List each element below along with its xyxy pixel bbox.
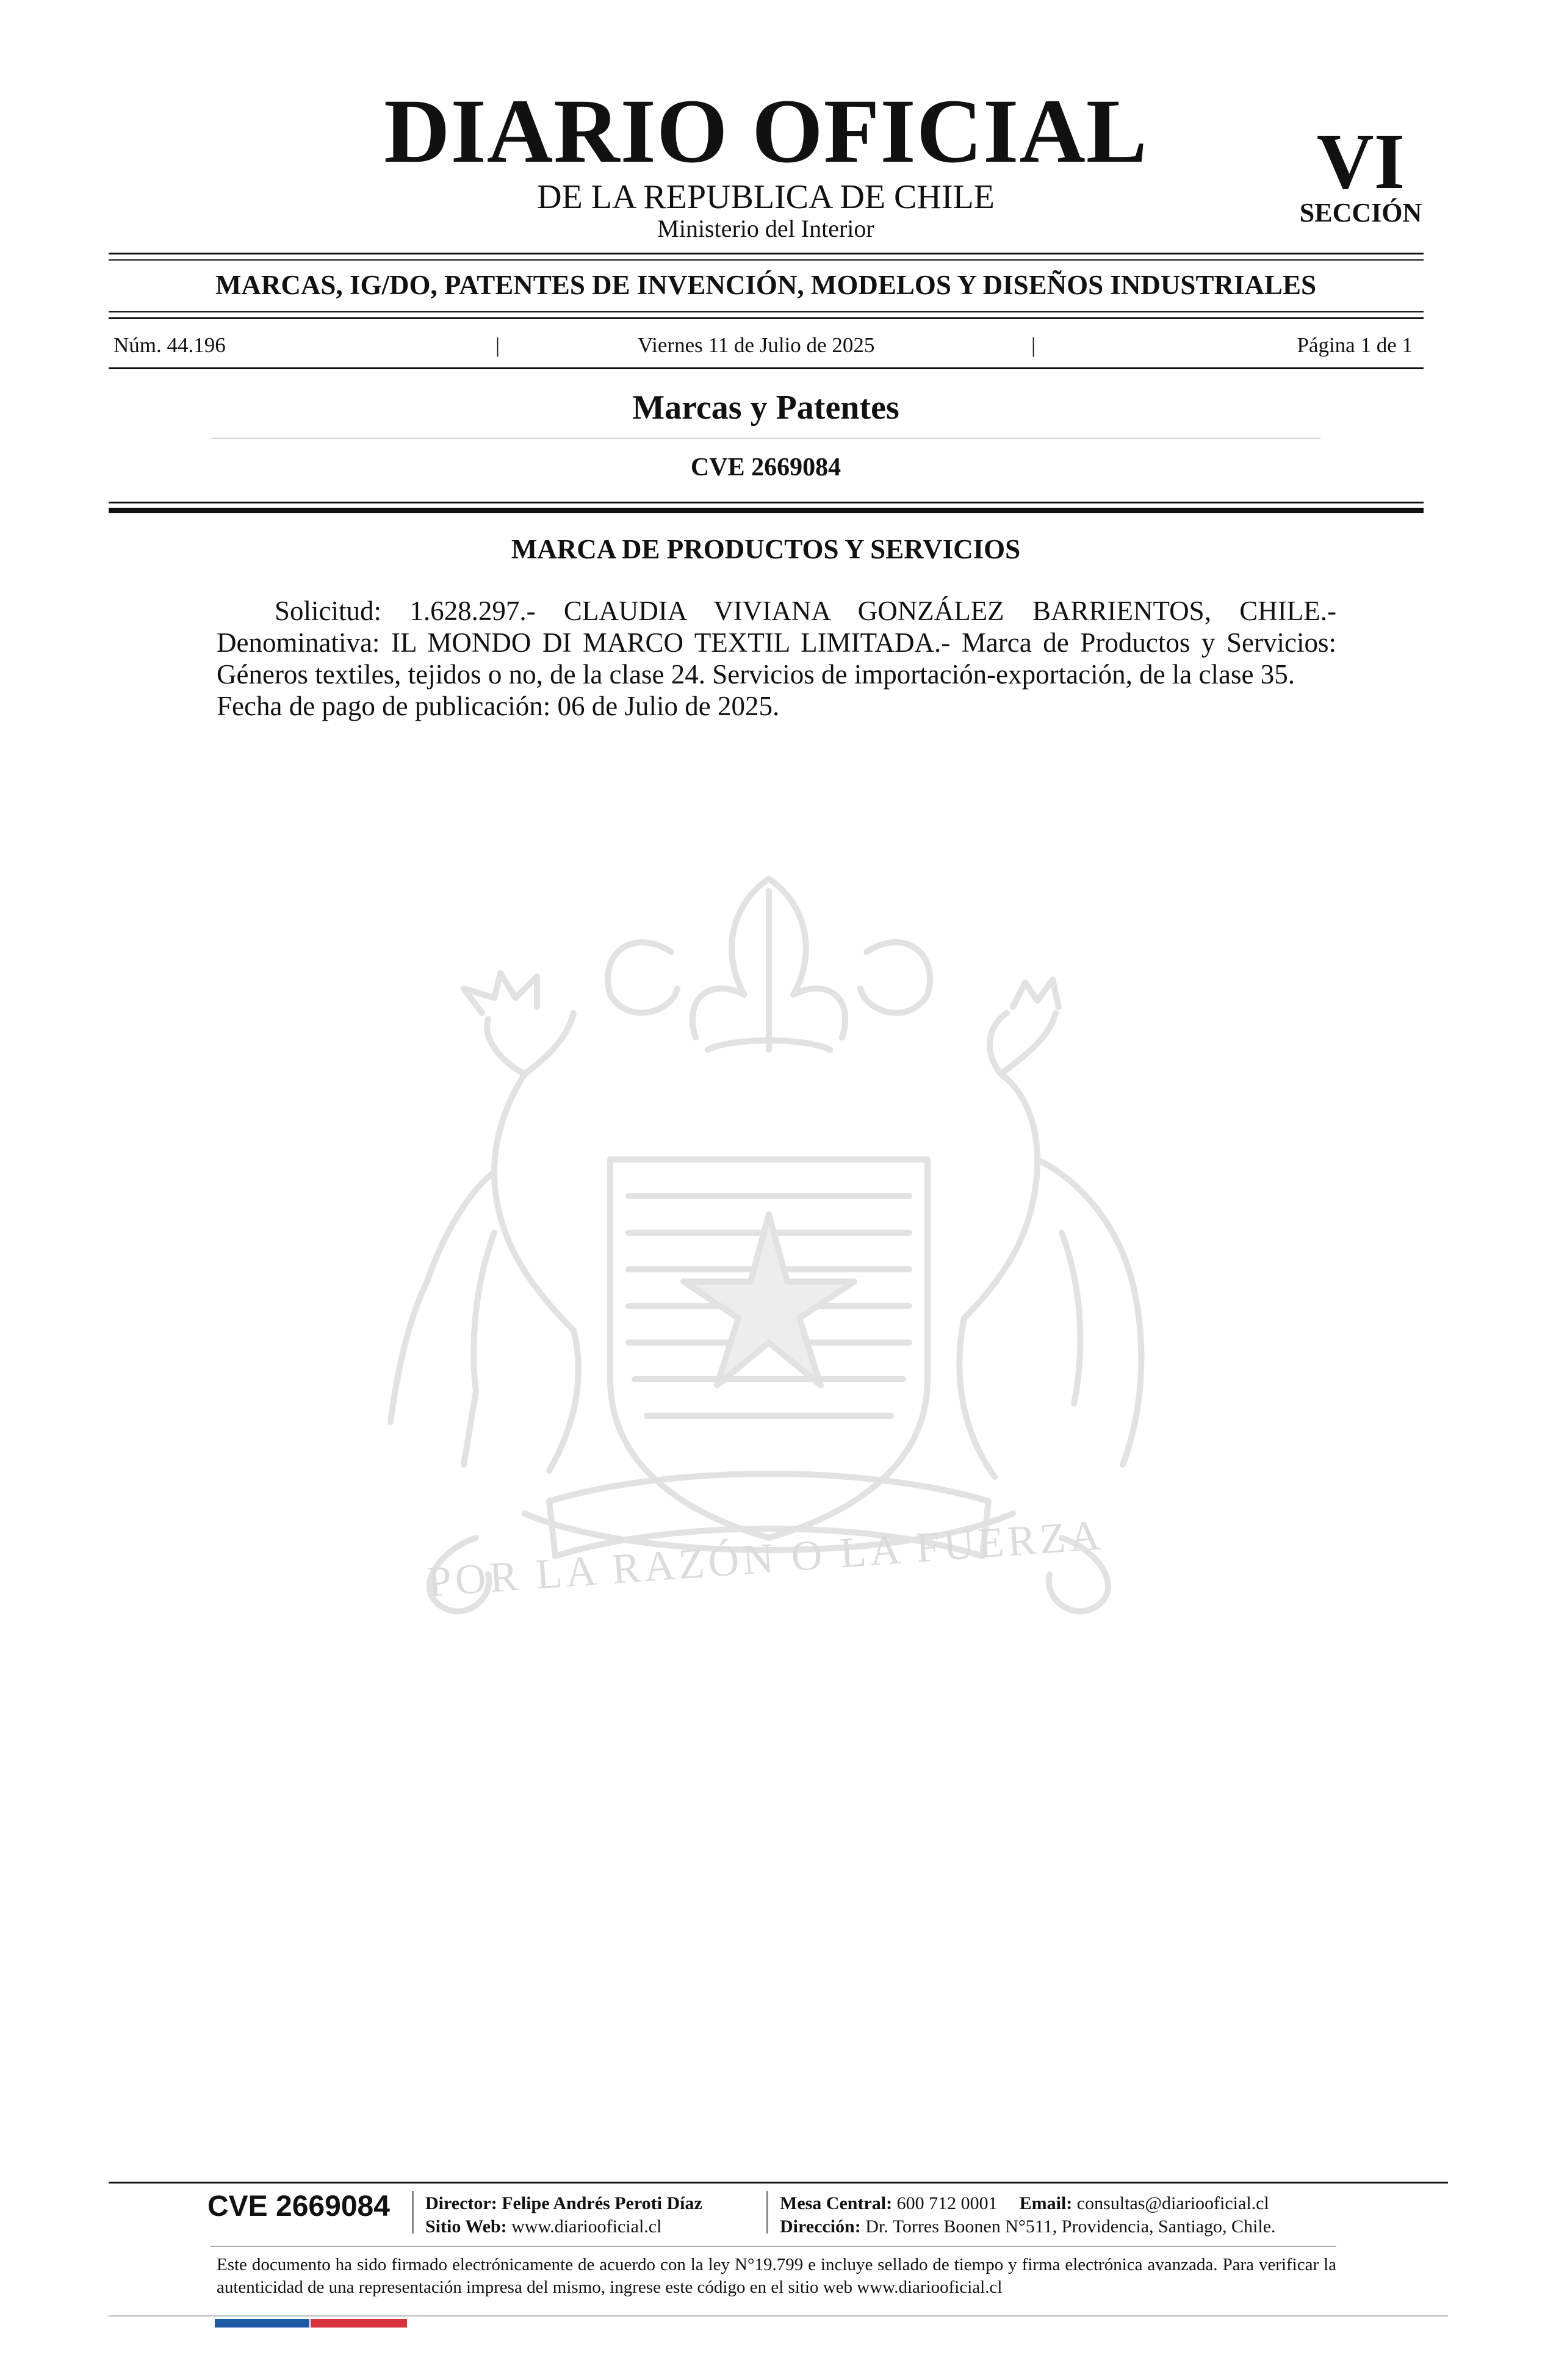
notice-type: MARCA DE PRODUCTOS Y SERVICIOS <box>511 534 1021 564</box>
footer-cve-code: CVE 2669084 <box>207 2190 390 2223</box>
masthead-subtitle: DE LA REPUBLICA DE CHILE <box>537 178 995 216</box>
masthead-rule-bottom <box>109 259 1424 261</box>
section-label: SECCIÓN <box>1299 198 1422 228</box>
footer-legal-notice <box>217 2254 1336 2299</box>
address-label: Dirección: <box>780 2216 861 2237</box>
masthead-title: DIARIO OFICIAL <box>384 81 1148 182</box>
notice-paragraph: Solicitud: 1.628.297.- CLAUDIA VIVIANA GONZÁLEZ BARRIENTOS, CHILE.- Denominativa: IL MONDO DI MARCO TEXTIL LIMITADA.- Marca de Productos y Servicios: Géneros textiles, tejidos o no, de la clase 24. Servicios de importación-exportación, de la clase 35. <box>217 596 1336 690</box>
legal-text: Este documento ha sido firmado electrónicamente de acuerdo con la ley N°19.799 e incluye sellado de tiempo y firma electrónica avanzada. Para verificar la autenticidad de una representación impresa del mismo, ingrese este código en el sitio web www.diariooficial.cl <box>217 2255 1336 2297</box>
website-link[interactable]: www.diariooficial.cl <box>511 2216 662 2237</box>
email-label: Email: <box>1019 2193 1073 2213</box>
flag-stripe-blue <box>215 2319 309 2328</box>
issue-number: Núm. 44.196 <box>113 333 226 357</box>
header-rule-thin <box>109 502 1424 503</box>
watermark-motto: POR LA RAZÓN O LA FUERZA <box>426 1512 1106 1606</box>
notice-body <box>217 595 1336 722</box>
issue-date: Viernes 11 de Julio de 2025 <box>638 333 875 357</box>
footer-divider <box>412 2191 414 2234</box>
masthead-rule-top <box>109 253 1424 254</box>
payment-date: Fecha de pago de publicación: 06 de Julio de 2025. <box>217 691 780 721</box>
flag-stripe-red <box>311 2319 407 2328</box>
section-title: Marcas y Patentes <box>632 389 899 427</box>
page-count: Página 1 de 1 <box>1297 333 1413 357</box>
address: Dr. Torres Boonen N°511, Providencia, Santiago, Chile. <box>865 2216 1276 2237</box>
section-numeral: VI <box>1316 118 1405 206</box>
website-label: Sitio Web: <box>425 2216 507 2237</box>
footer-rule-middle <box>211 2246 1336 2247</box>
director-name: Felipe Andrés Peroti Díaz <box>502 2193 702 2213</box>
footer-divider <box>766 2191 768 2234</box>
director-label: Director: <box>425 2193 497 2213</box>
category-rule-top <box>109 311 1424 312</box>
section-title-rule <box>211 438 1321 439</box>
footer-director-block <box>425 2192 702 2238</box>
phone-number: 600 712 0001 <box>896 2193 998 2213</box>
cve-code: CVE 2669084 <box>690 453 841 481</box>
phone-label: Mesa Central: <box>780 2193 893 2213</box>
category-rule-bottom <box>109 317 1424 319</box>
meta-rule <box>109 367 1424 369</box>
meta-separator: | <box>1031 333 1036 357</box>
footer-rule-bottom <box>109 2315 1448 2317</box>
meta-separator: | <box>495 333 500 357</box>
email-link[interactable]: consultas@diariooficial.cl <box>1076 2193 1269 2213</box>
header-rule-thick <box>109 508 1424 513</box>
footer-rule-top <box>109 2182 1448 2183</box>
footer-contact-block <box>780 2192 1276 2238</box>
category-heading: MARCAS, IG/DO, PATENTES DE INVENCIÓN, MODELOS Y DISEÑOS INDUSTRIALES <box>215 270 1317 300</box>
masthead-ministry: Ministerio del Interior <box>657 215 874 242</box>
